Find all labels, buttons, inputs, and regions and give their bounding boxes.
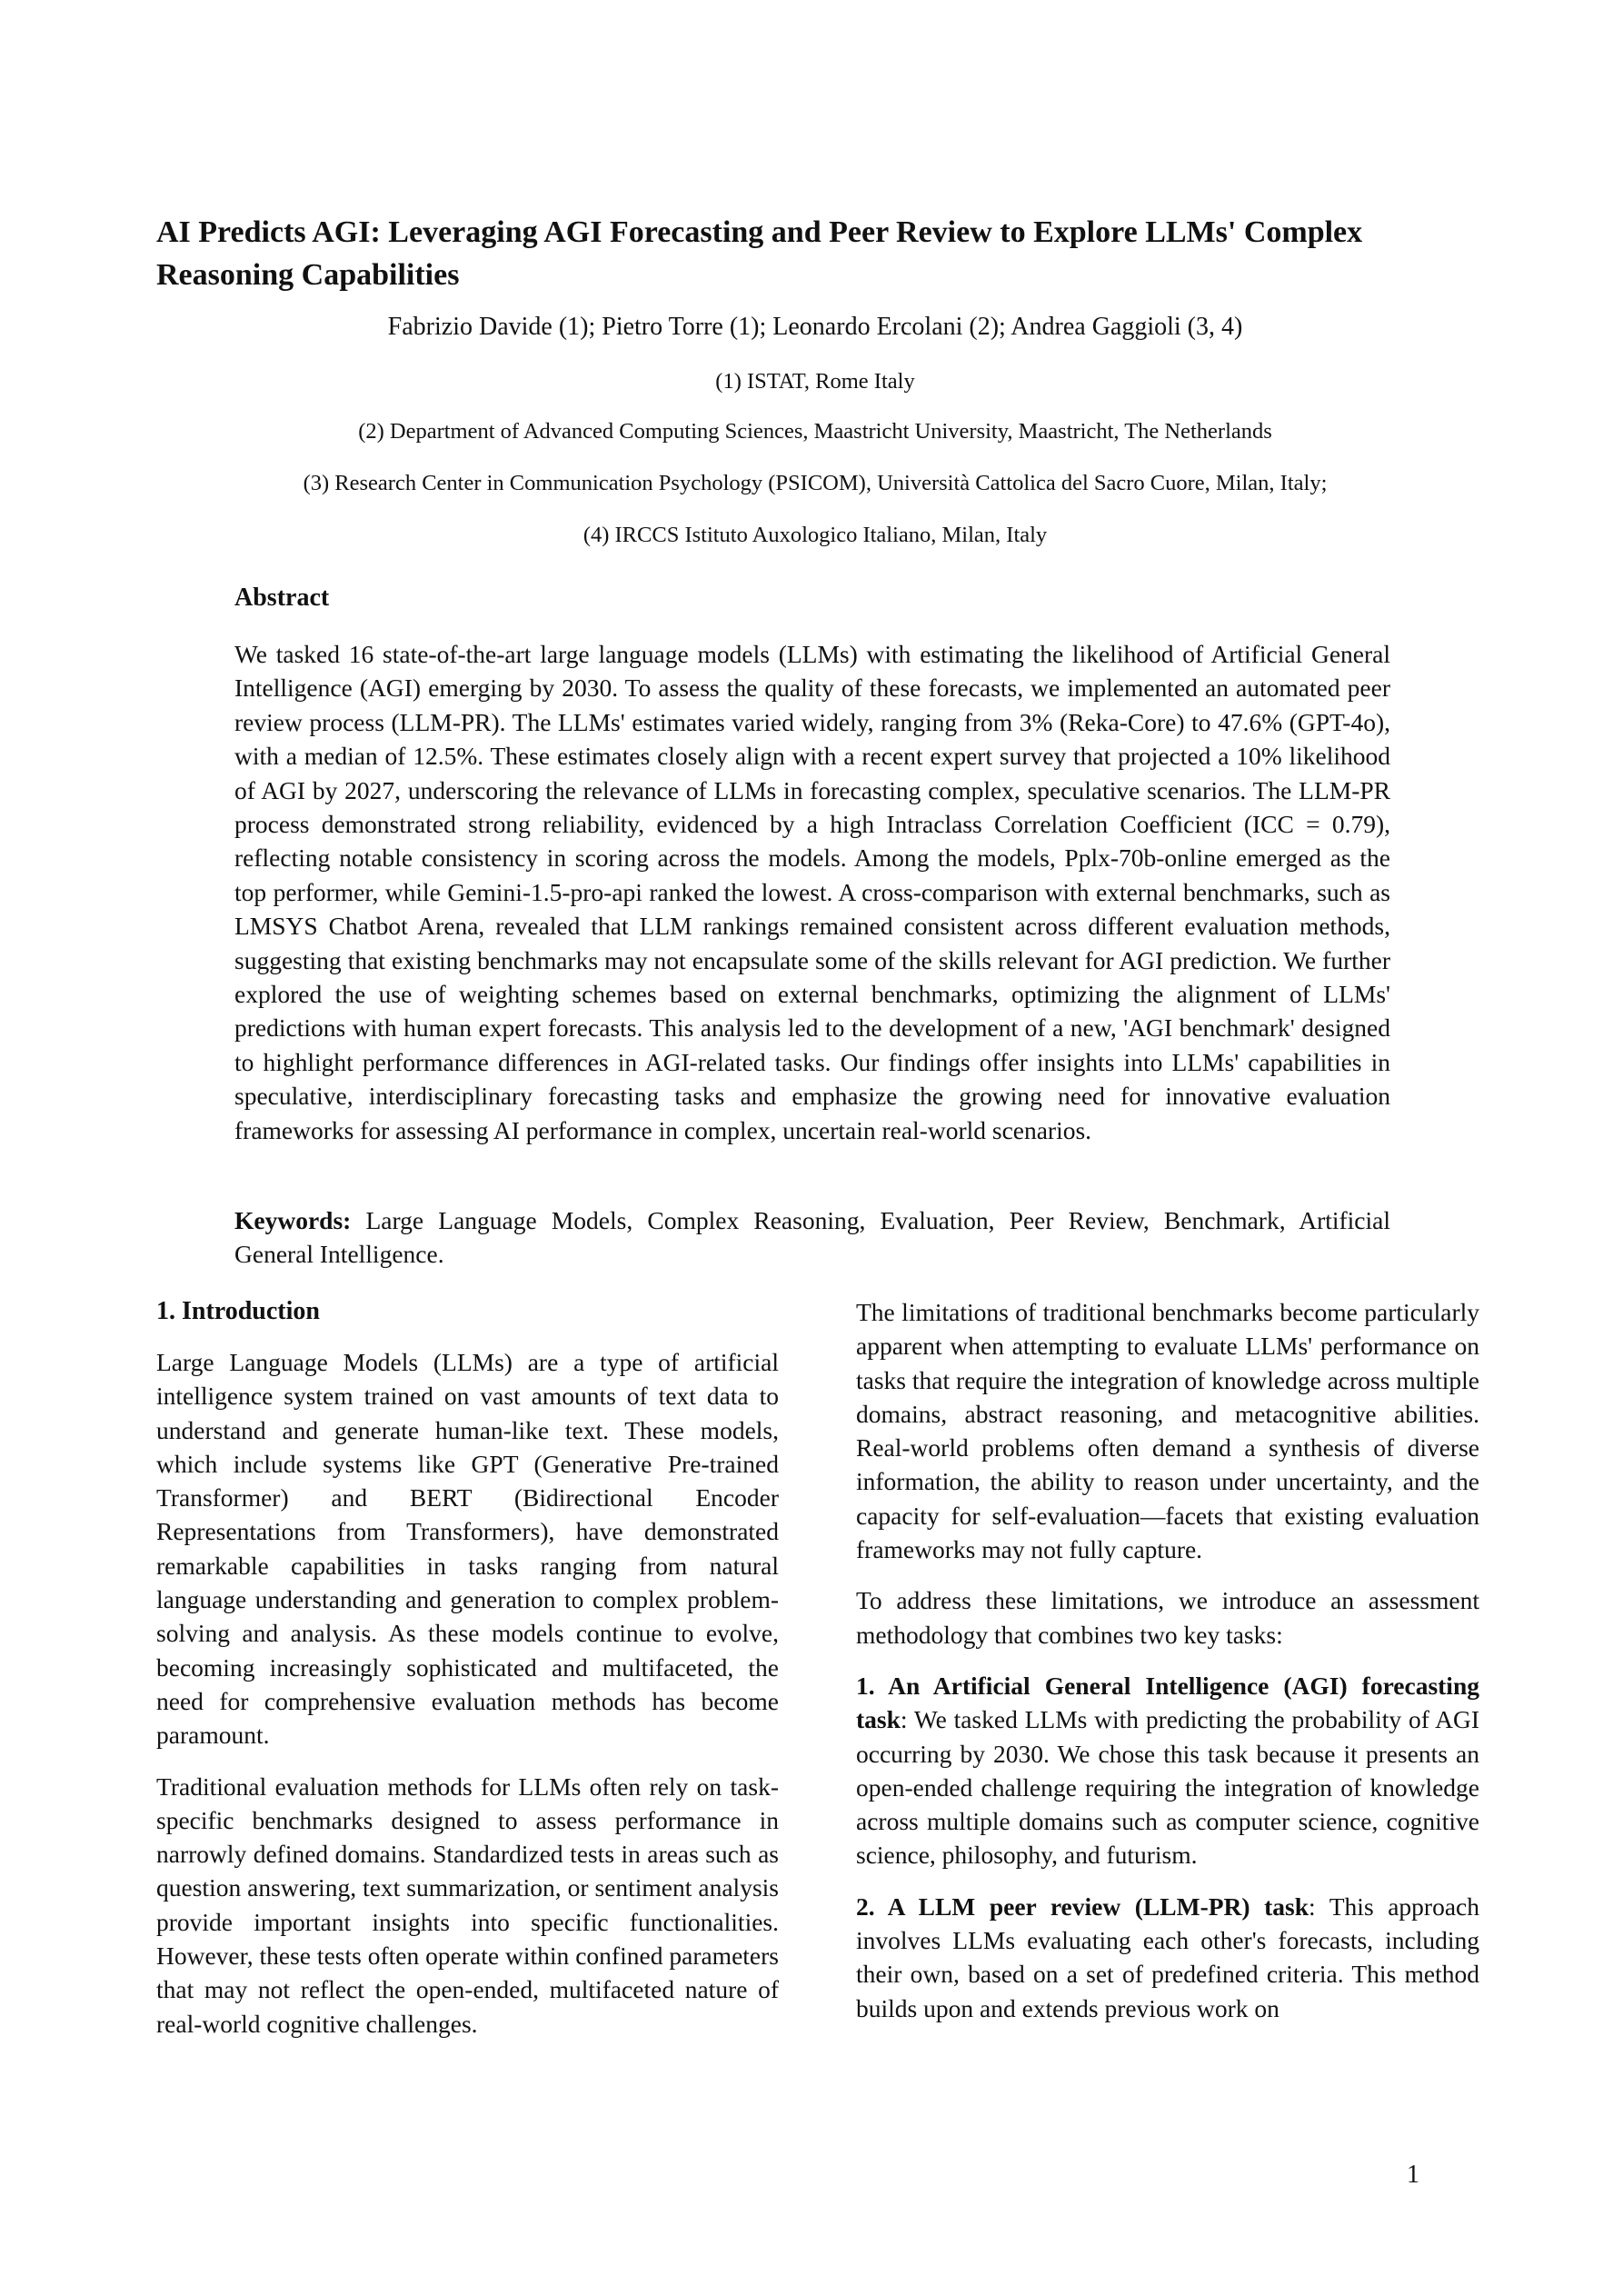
keywords bbox=[234, 1203, 1390, 1272]
affiliation-3: (3) Research Center in Communication Psychology (PSICOM), Università Cattolica del Sacro Cuore, Milan, Italy; bbox=[303, 471, 1328, 495]
task-item-2 bbox=[856, 1890, 1479, 2025]
affiliation-4: (4) IRCCS Istituto Auxologico Italiano, Milan, Italy bbox=[582, 523, 1048, 547]
task-item-1 bbox=[856, 1669, 1479, 1872]
affiliation-2: (2) Department of Advanced Computing Sciences, Maastricht University, Maastricht, The Netherlands bbox=[358, 419, 1272, 444]
right-paragraph-2: To address these limitations, we introduce an assessment methodology that combines two key tasks: bbox=[856, 1586, 1479, 1649]
paper-title: AI Predicts AGI: Leveraging AGI Forecasting and Peer Review to Explore LLMs' Complex Reasoning Capabilities bbox=[156, 215, 1363, 292]
task-item-1-label: 1. An Artificial General Intelligence (AGI) forecasting task bbox=[856, 1671, 1479, 1734]
task-item-2-text: : This approach involves LLMs evaluating each other's forecasts, including their own, based on a set of predefined criteria. This method builds upon and extends previous work on bbox=[856, 1892, 1479, 2022]
page-number: 1 bbox=[1407, 2161, 1419, 2189]
right-column bbox=[856, 1295, 1479, 2042]
keywords-label: Keywords: bbox=[234, 1206, 352, 1234]
task-item-1-text: : We tasked LLMs with predicting the probability of AGI occurring by 2030. We chose this task because it presents an open-ended challenge requiring the integration of knowledge across multiple domains such as computer science, cognitive science, philosophy, and futurism. bbox=[856, 1705, 1479, 1870]
abstract-heading: Abstract bbox=[234, 584, 330, 612]
affiliation-1: (1) ISTAT, Rome Italy bbox=[715, 369, 915, 394]
right-paragraph-1: The limitations of traditional benchmarks become particularly apparent when attempting to evaluate LLMs' performance on tasks that require the integration of knowledge across multiple domains, abstract reasoning, and metacognitive abilities. Real-world problems often demand a synthesis of diverse information, the ability to reason under uncertainty, and the capacity for self-evaluation—facets that existing evaluation frameworks may not fully capture. bbox=[856, 1298, 1479, 1564]
intro-paragraph-2: Traditional evaluation methods for LLMs often rely on task-specific benchmarks designed to assess performance in narrowly defined domains. Standardized tests in areas such as question answering, text summarization, or sentiment analysis provide important insights into specific functionalities. However, these tests often operate within confined parameters that may not reflect the open-ended, multifaceted nature of real-world cognitive challenges. bbox=[156, 1772, 779, 2038]
abstract-text: We tasked 16 state-of-the-art large language models (LLMs) with estimating the likelihood of Artificial General Intelligence (AGI) emerging by 2030. To assess the quality of these forecasts, we implemented an automated peer review process (LLM-PR). The LLMs' estimates varied widely, ranging from 3% (Reka-Core) to 47.6% (GPT-4o), with a median of 12.5%. These estimates closely align with a recent expert survey that projected a 10% likelihood of AGI by 2027, underscoring the relevance of LLMs in forecasting complex, speculative scenarios. The LLM-PR process demonstrated strong reliability, evidenced by a high Intraclass Correlation Coefficient (ICC = 0.79), reflecting notable consistency in scoring across the models. Among the models, Pplx-70b-online emerged as the top performer, while Gemini-1.5-pro-api ranked the lowest. A cross-comparison with external benchmarks, such as LMSYS Chatbot Arena, revealed that LLM rankings remained consistent across different evaluation methods, suggesting that existing benchmarks may not encapsulate some of the skills relevant for AGI prediction. We further explored the use of weighting schemes based on external benchmarks, optimizing the alignment of LLMs' predictions with human expert forecasts. This analysis led to the development of a new, 'AGI benchmark' designed to highlight performance differences in AGI-related tasks. Our findings offer insights into LLMs' capabilities in speculative, interdisciplinary forecasting tasks and emphasize the growing need for innovative evaluation frameworks for assessing AI performance in complex, uncertain real-world scenarios. bbox=[234, 640, 1390, 1144]
task-item-2-label: 2. A LLM peer review (LLM-PR) task bbox=[856, 1892, 1309, 1921]
introduction-heading: 1. Introduction bbox=[156, 1297, 320, 1325]
intro-paragraph-1: Large Language Models (LLMs) are a type of artificial intelligence system trained on vast amounts of text data to understand and generate human-like text. These models, which include systems like GPT (Generative Pre-trained Transformer) and BERT (Bidirectional Encoder Representations from Transformers), have demonstrated remarkable capabilities in tasks ranging from natural language understanding and generation to complex problem-solving and analysis. As these models continue to evolve, becoming increasingly sophisticated and multifaceted, the need for comprehensive evaluation methods has become paramount. bbox=[156, 1348, 779, 1750]
author-list: Fabrizio Davide (1); Pietro Torre (1); Leonardo Ercolani (2); Andrea Gaggioli (3, 4) bbox=[387, 313, 1243, 341]
keywords-text: Large Language Models, Complex Reasoning, Evaluation, Peer Review, Benchmark, Artificial General Intelligence. bbox=[234, 1206, 1390, 1269]
left-column bbox=[156, 1295, 779, 2058]
